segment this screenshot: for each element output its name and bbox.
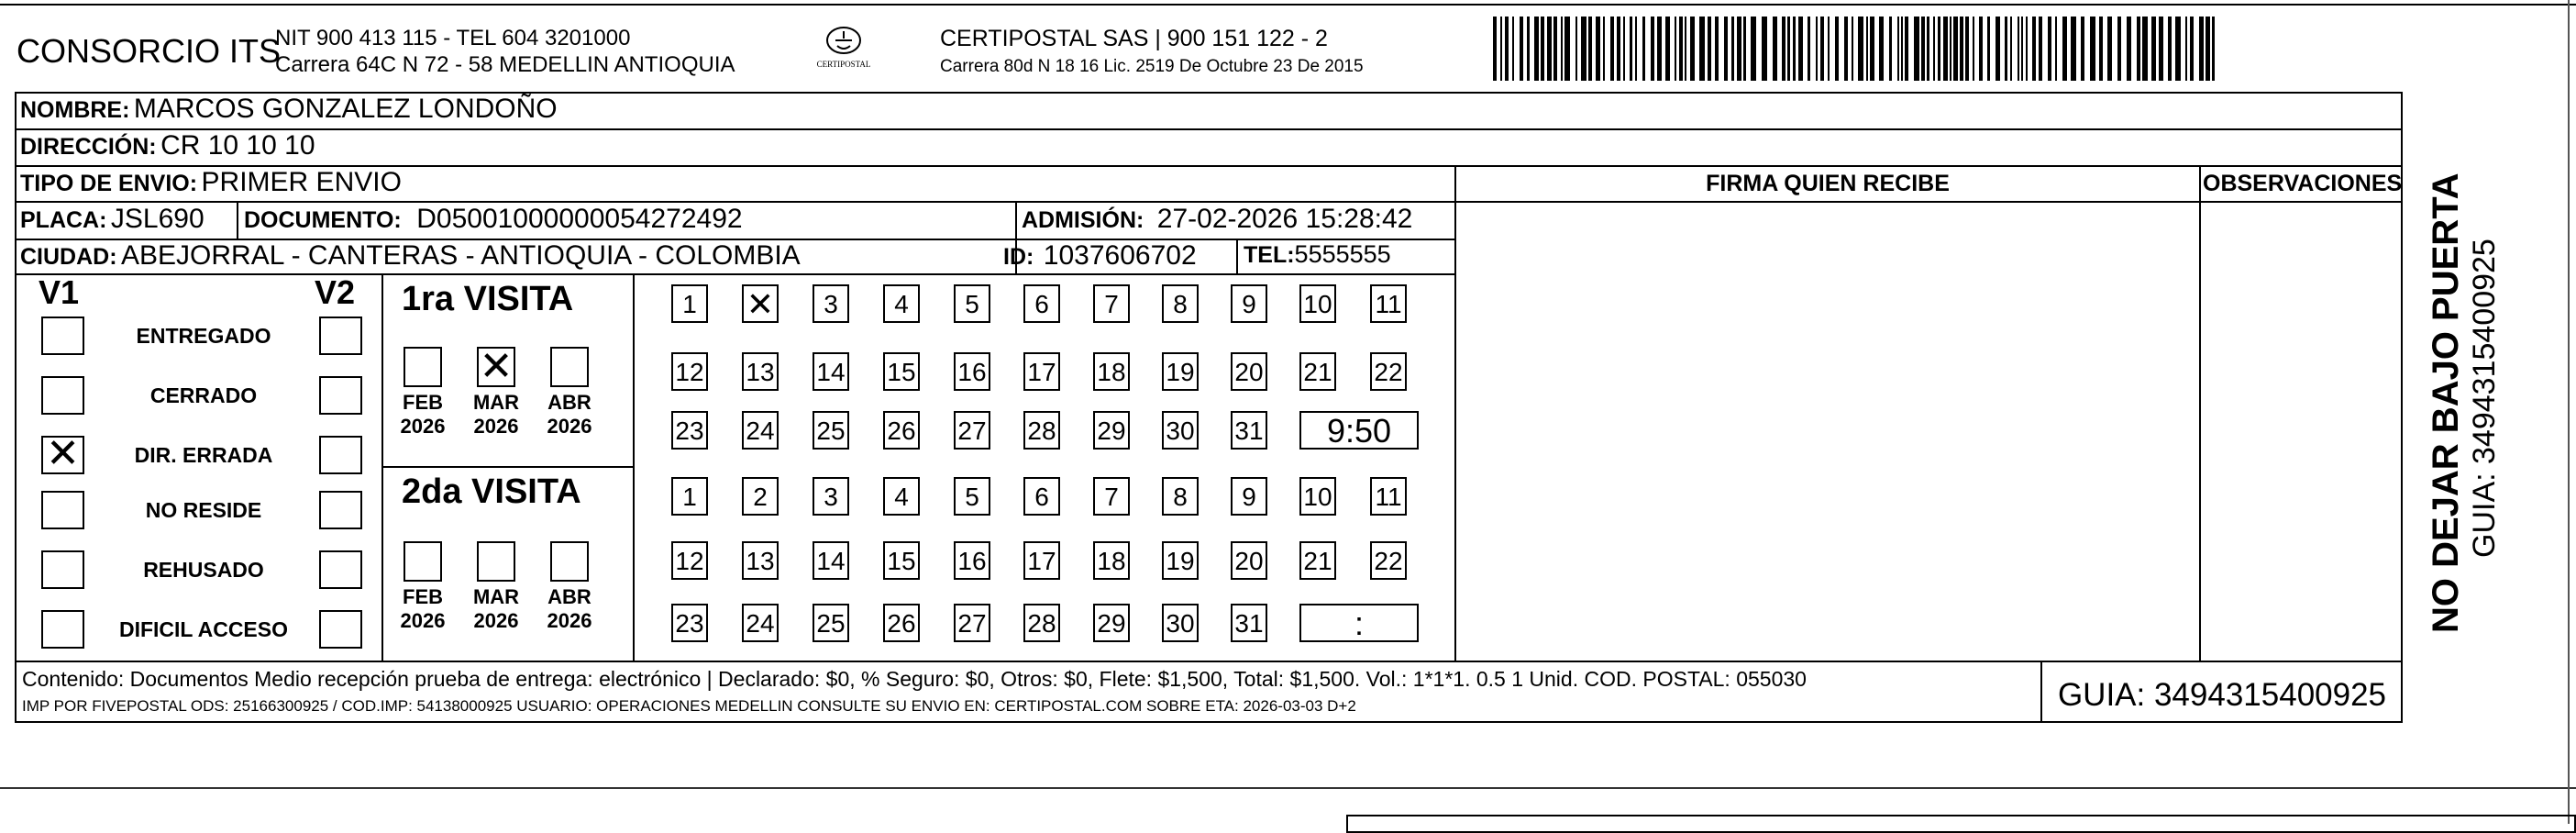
bottom-right-box [1346, 815, 2576, 833]
side-no-dejar: NO DEJAR BAJO PUERTA [2426, 172, 2466, 633]
year-label: 2026 [400, 609, 446, 632]
day-box[interactable]: 20 [1231, 541, 1267, 580]
day-box[interactable]: 23 [671, 411, 708, 450]
day-box[interactable]: 23 [671, 604, 708, 642]
status-label: DIR. ERRADA [134, 443, 273, 467]
day-box[interactable]: 16 [954, 352, 990, 391]
status-v1-checkbox[interactable] [41, 610, 84, 649]
day-box[interactable]: 16 [954, 541, 990, 580]
day-box[interactable]: 30 [1162, 411, 1199, 450]
tel-label: TEL: [1244, 242, 1295, 268]
x-mark-icon: ✕ [746, 285, 775, 323]
day-box[interactable]: 7 [1093, 477, 1130, 516]
status-v1-checkbox[interactable] [41, 550, 84, 589]
year-label: 2026 [400, 415, 446, 438]
company-name: CONSORCIO ITS [17, 32, 282, 70]
day-box[interactable]: 12 [671, 352, 708, 391]
status-v2-checkbox[interactable] [319, 436, 362, 474]
day-box[interactable]: 22 [1370, 541, 1407, 580]
tipo-envio-label: TIPO DE ENVIO: [20, 171, 198, 196]
x-mark-icon: ✕ [479, 344, 514, 389]
day-box[interactable]: 17 [1023, 352, 1060, 391]
ciudad-label: CIUDAD: [20, 244, 117, 270]
id-value: 1037606702 [1043, 240, 1197, 271]
certipostal-line1: CERTIPOSTAL SAS | 900 151 122 - 2 [940, 26, 1328, 51]
month-label: MAR [472, 391, 520, 414]
barcode [1493, 17, 2227, 88]
month-checkbox[interactable] [550, 541, 589, 582]
admision-label: ADMISIÓN: [1022, 207, 1144, 233]
day-box[interactable]: 31 [1231, 411, 1267, 450]
status-v2-checkbox[interactable] [319, 550, 362, 589]
status-v2-checkbox[interactable] [319, 317, 362, 355]
day-box[interactable]: 26 [883, 604, 920, 642]
status-label: NO RESIDE [145, 498, 262, 522]
status-label: CERRADO [149, 383, 258, 407]
day-box[interactable]: 3 [813, 477, 849, 516]
month-label: FEB [403, 585, 443, 608]
visita2-title: 2da VISITA [402, 472, 581, 511]
footer-imp: IMP POR FIVEPOSTAL ODS: 25166300925 / COD.IMP: 54138000925 USUARIO: OPERACIONES MEDELLIN CONSULTE SU ENVIO EN: CERTIPOSTAL.COM SOBRE ETA: 2026-03-03 D+2 [22, 697, 1356, 715]
day-box[interactable]: 25 [813, 604, 849, 642]
day-box[interactable]: 13 [742, 352, 779, 391]
year-label: 2026 [473, 415, 519, 438]
visita1-title: 1ra VISITA [402, 280, 574, 318]
admision-value: 27-02-2026 15:28:42 [1156, 204, 1413, 234]
status-v1-checkbox[interactable] [41, 431, 84, 476]
tel-value: 5555555 [1294, 240, 1391, 268]
day-box[interactable]: 2 [742, 477, 779, 516]
address-line: Carrera 64C N 72 - 58 MEDELLIN ANTIOQUIA [275, 52, 735, 77]
status-v2-checkbox[interactable] [319, 610, 362, 649]
certipostal-logo: CERTIPOSTAL [807, 26, 880, 69]
day-box[interactable]: 5 [954, 284, 990, 323]
day-box[interactable]: 5 [954, 477, 990, 516]
time-box[interactable]: : [1299, 604, 1419, 642]
id-label: ID: [1003, 244, 1034, 270]
footer-guia: GUIA: 3494315400925 [2057, 677, 2387, 713]
day-box[interactable]: 29 [1093, 604, 1130, 642]
day-box[interactable]: 14 [813, 541, 849, 580]
day-box[interactable]: 12 [671, 541, 708, 580]
day-box[interactable]: 14 [813, 352, 849, 391]
day-box[interactable]: 15 [883, 541, 920, 580]
month-label: MAR [472, 585, 520, 608]
top-rule [0, 4, 2576, 6]
documento-value: D05001000000054272492 [416, 204, 743, 234]
day-box[interactable] [742, 284, 779, 323]
status-label: ENTREGADO [136, 324, 271, 348]
placa-value: JSL690 [110, 204, 205, 234]
certipostal-line2: Carrera 80d N 18 16 Lic. 2519 De Octubre 23 De 2015 [940, 57, 1364, 76]
time-box[interactable]: 9:50 [1299, 411, 1419, 450]
day-box[interactable]: 29 [1093, 411, 1130, 450]
day-box[interactable]: 15 [883, 352, 920, 391]
status-v2-checkbox[interactable] [319, 376, 362, 415]
day-box[interactable]: 25 [813, 411, 849, 450]
nombre-label: NOMBRE: [20, 97, 130, 123]
direccion-label: DIRECCIÓN: [20, 134, 157, 160]
observaciones-label: OBSERVACIONES [2203, 171, 2403, 196]
day-box[interactable]: 19 [1162, 541, 1199, 580]
day-box[interactable]: 6 [1023, 477, 1060, 516]
day-box[interactable]: 1 [671, 284, 708, 323]
day-box[interactable]: 8 [1162, 477, 1199, 516]
day-box[interactable]: 3 [813, 284, 849, 323]
v1-label: V1 [39, 273, 80, 311]
direccion-value: CR 10 10 10 [160, 130, 315, 161]
day-box[interactable]: 13 [742, 541, 779, 580]
tipo-envio-value: PRIMER ENVIO [201, 167, 402, 197]
day-box[interactable]: 9 [1231, 477, 1267, 516]
status-v1-checkbox[interactable] [41, 491, 84, 529]
month-label: FEB [403, 391, 443, 414]
month-label: ABR [547, 585, 591, 608]
status-label: REHUSADO [143, 558, 264, 582]
day-box[interactable]: 24 [742, 604, 779, 642]
year-label: 2026 [547, 609, 592, 632]
day-box[interactable]: 9 [1231, 284, 1267, 323]
side-guia: GUIA: 3494315400925 [2467, 239, 2502, 558]
day-box[interactable]: 22 [1370, 352, 1407, 391]
day-box[interactable]: 7 [1093, 284, 1130, 323]
day-box[interactable]: 28 [1023, 604, 1060, 642]
firma-label: FIRMA QUIEN RECIBE [1706, 171, 1950, 196]
documento-label: DOCUMENTO: [244, 207, 402, 233]
day-box[interactable]: 11 [1370, 477, 1407, 516]
nit-line: NIT 900 413 115 - TEL 604 3201000 [275, 26, 631, 50]
month-checkbox[interactable] [550, 347, 589, 387]
v2-label: V2 [315, 273, 356, 311]
day-box[interactable]: 18 [1093, 352, 1130, 391]
day-box[interactable]: 10 [1299, 284, 1336, 323]
nombre-value: MARCOS GONZALEZ LONDOÑO [133, 94, 558, 124]
status-label: DIFICIL ACCESO [118, 617, 288, 641]
month-label: ABR [547, 391, 591, 414]
day-box[interactable]: 19 [1162, 352, 1199, 391]
day-box[interactable]: 6 [1023, 284, 1060, 323]
day-box[interactable]: 27 [954, 604, 990, 642]
month-checkbox[interactable] [404, 347, 442, 387]
month-checkbox[interactable] [477, 541, 515, 582]
year-label: 2026 [547, 415, 592, 438]
day-box[interactable]: 27 [954, 411, 990, 450]
placa-label: PLACA: [20, 207, 107, 233]
x-mark-icon: ✕ [46, 431, 80, 476]
certipostal-logo-icon [824, 26, 863, 55]
year-label: 2026 [473, 609, 519, 632]
day-box[interactable]: 21 [1299, 541, 1336, 580]
status-v1-checkbox[interactable] [41, 317, 84, 355]
day-box[interactable]: 18 [1093, 541, 1130, 580]
day-box[interactable]: 17 [1023, 541, 1060, 580]
bottom-left-rule [0, 787, 2576, 789]
day-box[interactable]: 20 [1231, 352, 1267, 391]
day-box[interactable]: 10 [1299, 477, 1336, 516]
day-box[interactable]: 28 [1023, 411, 1060, 450]
day-box[interactable]: 1 [671, 477, 708, 516]
status-v2-checkbox[interactable] [319, 491, 362, 529]
footer-contenido: Contenido: Documentos Medio recepción prueba de entrega: electrónico | Declarado: $0, % Seguro: $0, Otros: $0, Flete: $1,500, Total: $1,500. Vol.: 1*1*1. 0.5 1 Unid. COD. POSTAL: 055030 [22, 667, 1807, 691]
day-box[interactable]: 30 [1162, 604, 1199, 642]
month-checkbox[interactable] [404, 541, 442, 582]
day-box[interactable]: 31 [1231, 604, 1267, 642]
day-box[interactable]: 26 [883, 411, 920, 450]
ciudad-value: ABEJORRAL - CANTERAS - ANTIOQUIA - COLOMBIA [121, 240, 801, 271]
day-box[interactable]: 21 [1299, 352, 1336, 391]
day-box[interactable]: 4 [883, 284, 920, 323]
day-box[interactable]: 24 [742, 411, 779, 450]
status-v1-checkbox[interactable] [41, 376, 84, 415]
day-box[interactable]: 4 [883, 477, 920, 516]
day-box[interactable]: 11 [1370, 284, 1407, 323]
day-box[interactable]: 8 [1162, 284, 1199, 323]
month-checkbox[interactable] [477, 344, 515, 389]
